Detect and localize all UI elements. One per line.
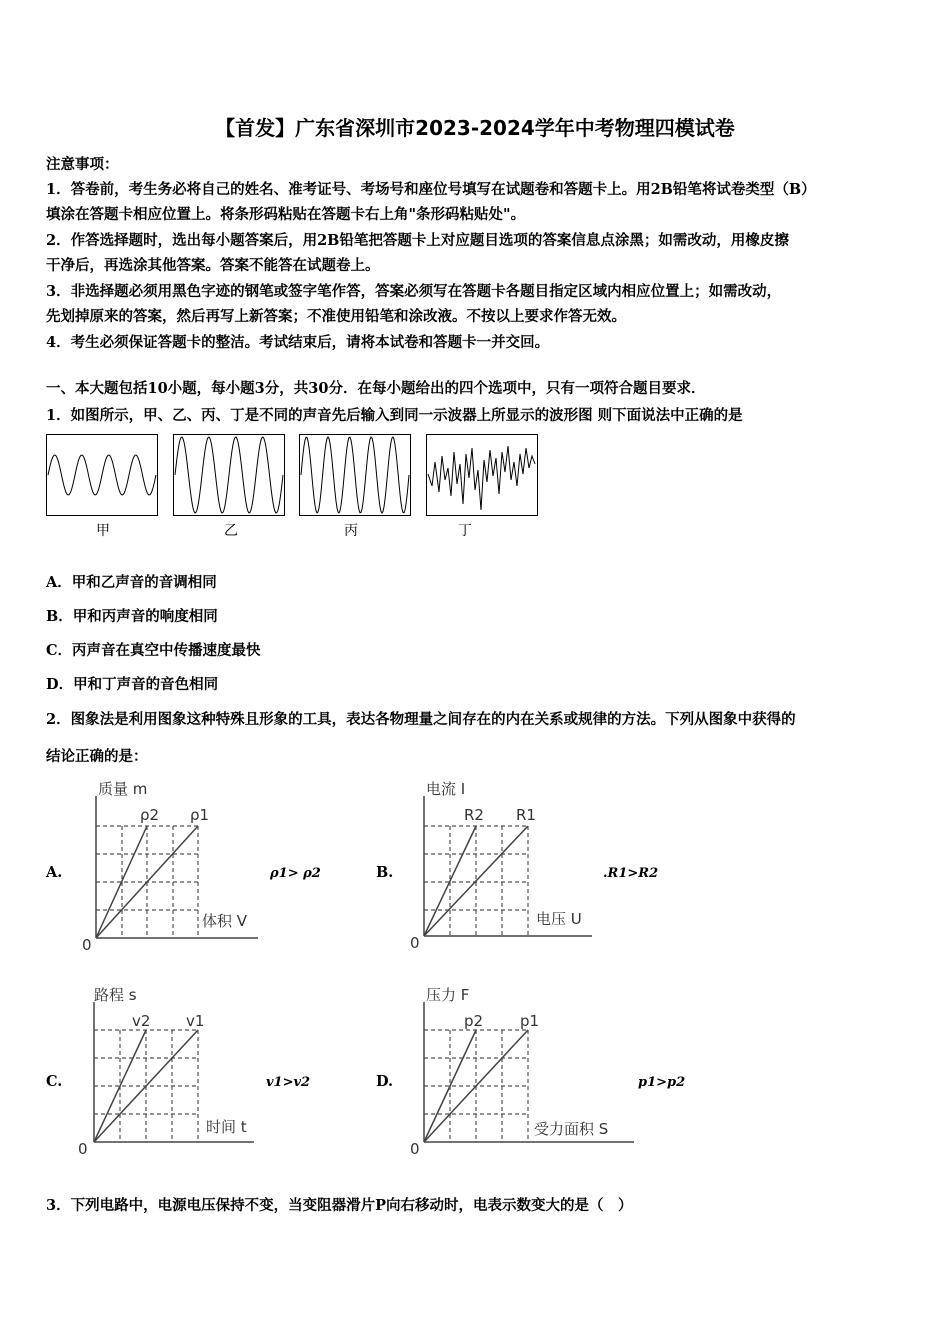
- graph-x-label: 受力面积 S: [534, 1120, 609, 1138]
- graph-relation: .R1>R2: [603, 866, 659, 881]
- graph-y-label: 压力 F: [426, 986, 470, 1004]
- graph-letter-b: B.: [376, 864, 394, 881]
- origin-label: 0: [82, 936, 92, 954]
- origin-label: 0: [78, 1140, 88, 1158]
- waveform-jia: [46, 434, 158, 516]
- graph-letter-c: C.: [46, 1073, 63, 1090]
- line-label-steep: ρ2: [140, 806, 160, 824]
- graph-a: [78, 776, 268, 954]
- line-label-steep: p2: [464, 1012, 484, 1030]
- origin-label: 0: [410, 1140, 420, 1158]
- origin-label: 0: [410, 934, 420, 952]
- page-title: 【首发】广东省深圳市2023-2024学年中考物理四模试卷: [215, 116, 735, 140]
- notice-heading: 注意事项：: [46, 156, 119, 173]
- waveform-bing: [299, 434, 411, 516]
- graph-letter-a: A.: [46, 864, 63, 881]
- notice-line: 2．作答选择题时，选出每小题答案后，用2B铅笔把答题卡上对应题目选项的答案信息点涂黑；如需改动，用橡皮擦: [46, 232, 789, 249]
- graph-x-label: 电压 U: [536, 910, 582, 928]
- line-label-shallow: R1: [516, 806, 536, 824]
- section-heading: 一、本大题包括10小题，每小题3分，共30分．在每小题给出的四个选项中，只有一项符合题目要求．: [46, 380, 706, 397]
- line-label-steep: v2: [132, 1012, 151, 1030]
- option-d: D．甲和丁声音的音色相同: [46, 676, 219, 693]
- line-label-shallow: ρ1: [190, 806, 210, 824]
- graph-y-label: 质量 m: [98, 780, 148, 798]
- graph-relation: p1>p2: [638, 1075, 686, 1090]
- line-label-steep: R2: [464, 806, 484, 824]
- graph-c: [74, 984, 264, 1162]
- graph-x-label: 时间 t: [206, 1118, 247, 1136]
- notice-line: 填涂在答题卡相应位置上。将条形码粘贴在答题卡右上角"条形码粘贴处"。: [46, 206, 526, 223]
- wave-label: 乙: [224, 523, 238, 539]
- graph-relation: ρ1> ρ2: [270, 866, 321, 881]
- graph-d: [406, 984, 646, 1162]
- question-3-stem: 3．下列电路中，电源电压保持不变，当变阻器滑片P向右移动时，电表示数变大的是（ ）: [46, 1197, 633, 1214]
- question-2-stem: 结论正确的是：: [46, 748, 148, 765]
- wave-label: 甲: [96, 523, 110, 539]
- wave-label: 丁: [458, 523, 472, 539]
- question-1-stem: 1．如图所示，甲、乙、丙、丁是不同的声音先后输入到同一示波器上所显示的波形图 则下面说法中正确的是: [46, 407, 743, 424]
- line-label-shallow: v1: [186, 1012, 205, 1030]
- graph-x-label: 体积 V: [202, 912, 248, 930]
- notice-line: 1．答卷前，考生务必将自己的姓名、准考证号、考场号和座位号填写在试题卷和答题卡上。用2B铅笔将试卷类型（B）: [46, 181, 816, 198]
- option-a: A．甲和乙声音的音调相同: [46, 574, 217, 591]
- graph-letter-d: D.: [376, 1073, 394, 1090]
- graph-relation: v1>v2: [266, 1075, 311, 1090]
- notice-line: 3．非选择题必须用黑色字迹的钢笔或签字笔作答，答案必须写在答题卡各题目指定区域内相应位置上；如需改动，: [46, 283, 782, 300]
- notice-line: 干净后，再选涂其他答案。答案不能答在试题卷上。: [46, 257, 380, 274]
- question-2-stem: 2．图象法是利用图象这种特殊且形象的工具，表达各物理量之间存在的内在关系或规律的方法。下列从图象中获得的: [46, 711, 796, 728]
- graph-b: [406, 776, 606, 954]
- waveform-ding: [426, 434, 538, 516]
- graph-y-label: 路程 s: [94, 986, 137, 1004]
- wave-label: 丙: [344, 523, 358, 539]
- notice-line: 4．考生必须保证答题卡的整洁。考试结束后，请将本试卷和答题卡一并交回。: [46, 334, 550, 351]
- line-label-shallow: p1: [520, 1012, 540, 1030]
- option-c: C．丙声音在真空中传播速度最快: [46, 642, 261, 659]
- graph-y-label: 电流 I: [426, 780, 466, 798]
- notice-line: 先划掉原来的答案，然后再写上新答案；不准使用铅笔和涂改液。不按以上要求作答无效。: [46, 308, 626, 325]
- option-b: B．甲和丙声音的响度相同: [46, 608, 218, 625]
- waveform-yi: [173, 434, 285, 516]
